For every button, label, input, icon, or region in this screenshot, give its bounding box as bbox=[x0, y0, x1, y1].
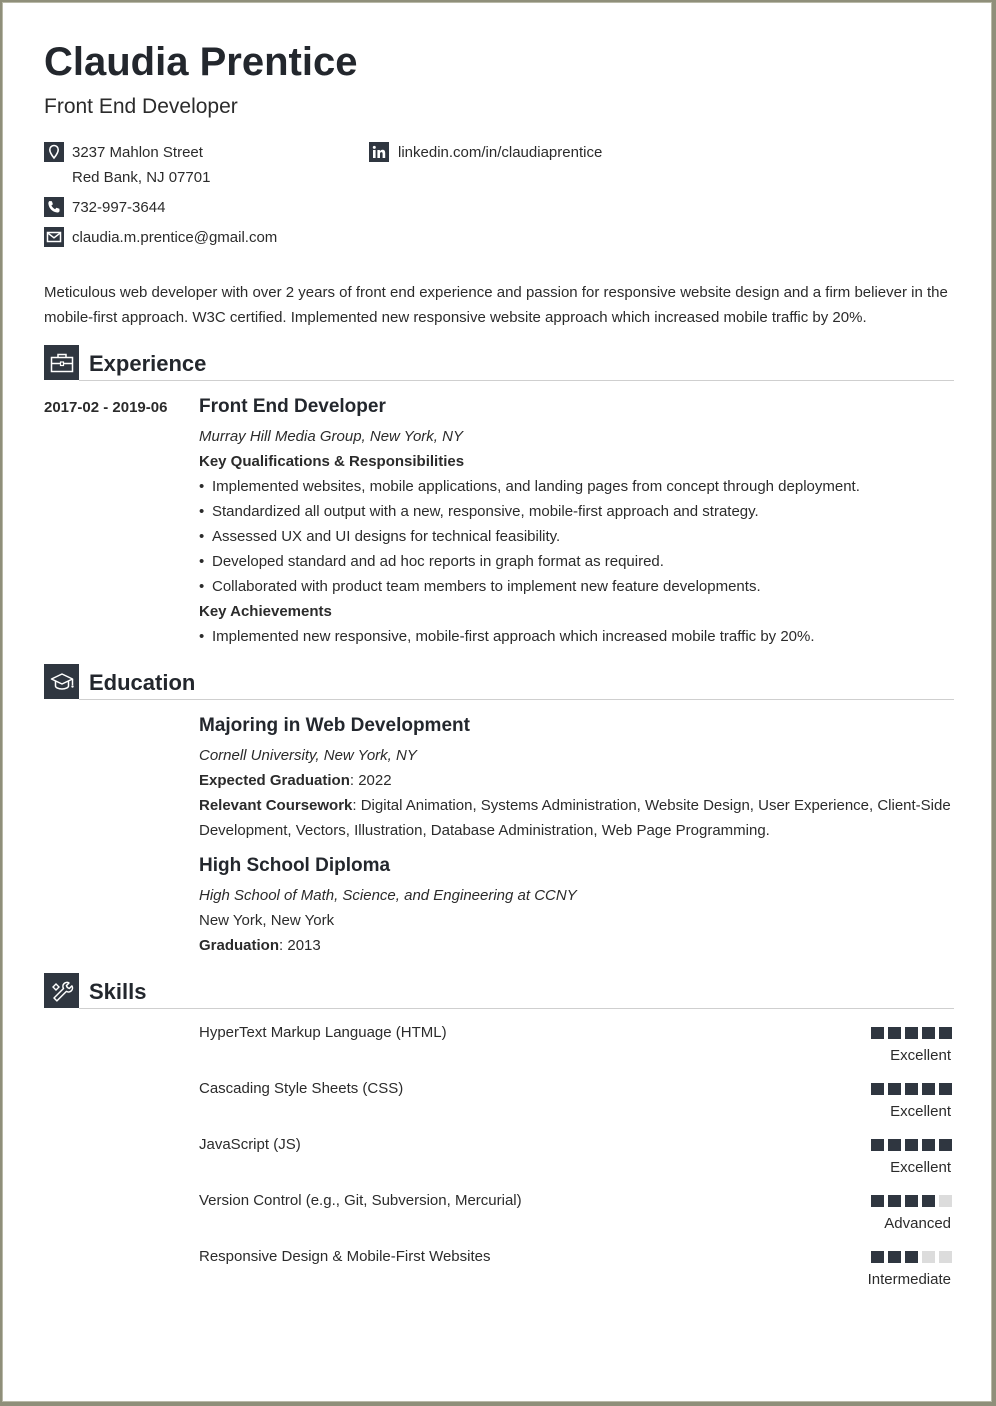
graduation-label: Expected Graduation bbox=[199, 772, 350, 789]
rating-square-filled bbox=[905, 1251, 918, 1263]
skill-name: Cascading Style Sheets (CSS) bbox=[199, 1080, 404, 1097]
achievements-heading: Key Achievements bbox=[199, 603, 332, 620]
professional-summary: Meticulous web developer with over 2 years of front end experience and passion for responsive website design and a firm believer in the mobile-first approach. W3C certified. Implemented new responsive website approach which increased mobile traffic by 20%. bbox=[44, 284, 948, 326]
rating-square-filled bbox=[871, 1083, 884, 1095]
rating-square-filled bbox=[888, 1083, 901, 1095]
responsibilities-heading: Key Qualifications & Responsibilities bbox=[199, 453, 465, 470]
responsibility-item: • Assessed UX and UI designs for technical feasibility. bbox=[199, 528, 560, 545]
coursework-line-1 bbox=[199, 797, 951, 814]
rating-square-filled bbox=[905, 1195, 918, 1207]
rating-square-filled bbox=[939, 1139, 952, 1151]
job-dates: 2017-02 - 2019-06 bbox=[44, 399, 168, 416]
skills-icon bbox=[44, 973, 79, 1008]
section-title-skills: Skills bbox=[89, 979, 147, 1004]
rating-square-empty bbox=[922, 1251, 935, 1263]
skill-rating bbox=[871, 1195, 952, 1207]
skill-level: Excellent bbox=[890, 1103, 951, 1120]
coursework-label: Relevant Coursework bbox=[199, 797, 353, 814]
skill-rating bbox=[871, 1139, 952, 1151]
graduation-info bbox=[199, 772, 392, 789]
rating-square-filled bbox=[905, 1027, 918, 1039]
candidate-title: Front End Developer bbox=[44, 95, 238, 118]
section-title-experience: Experience bbox=[89, 351, 207, 376]
section-divider bbox=[79, 1008, 954, 1009]
school-location: New York, New York bbox=[199, 912, 335, 929]
rating-square-filled bbox=[905, 1083, 918, 1095]
address-line-1: 3237 Mahlon Street bbox=[72, 144, 203, 161]
rating-square-filled bbox=[888, 1139, 901, 1151]
graduation-value: : 2013 bbox=[279, 937, 321, 954]
skill-level: Excellent bbox=[890, 1047, 951, 1064]
school-name: Cornell University, New York, NY bbox=[199, 747, 417, 764]
rating-square-filled bbox=[922, 1195, 935, 1207]
coursework-line-2: Development, Vectors, Illustration, Database Administration, Web Page Programming. bbox=[199, 822, 770, 839]
email-address[interactable]: claudia.m.prentice@gmail.com bbox=[72, 229, 278, 246]
job-title: Front End Developer bbox=[199, 396, 386, 417]
graduation-label: Graduation bbox=[199, 937, 280, 954]
skill-level: Advanced bbox=[884, 1215, 951, 1232]
school-name: High School of Math, Science, and Engineering at CCNY bbox=[199, 887, 577, 904]
skill-rating bbox=[871, 1251, 952, 1263]
linkedin-link[interactable]: linkedin.com/in/claudiaprentice bbox=[398, 144, 603, 161]
rating-square-filled bbox=[939, 1027, 952, 1039]
responsibility-item: • Implemented websites, mobile applications, and landing pages from concept through deployment. bbox=[199, 478, 860, 495]
responsibility-item: • Developed standard and ad hoc reports in graph format as required. bbox=[199, 553, 664, 570]
responsibility-item: • Collaborated with product team members to implement new feature developments. bbox=[199, 578, 761, 595]
rating-square-filled bbox=[888, 1195, 901, 1207]
skill-name: Version Control (e.g., Git, Subversion, Mercurial) bbox=[199, 1192, 522, 1209]
rating-square-filled bbox=[888, 1251, 901, 1263]
skill-rating bbox=[871, 1083, 952, 1095]
section-title-education: Education bbox=[89, 670, 196, 695]
graduation-value: : 2022 bbox=[349, 772, 392, 789]
rating-square-empty bbox=[939, 1195, 952, 1207]
achievement-item: • Implemented new responsive, mobile-first approach which increased mobile traffic by 20%. bbox=[199, 628, 815, 645]
email-icon bbox=[44, 227, 64, 247]
coursework-value: : Digital Animation, Systems Administration, Website Design, User Experience, Client-Side bbox=[352, 797, 951, 814]
resume-page bbox=[2, 2, 992, 1402]
rating-square-filled bbox=[871, 1139, 884, 1151]
phone-number: 732-997-3644 bbox=[72, 199, 166, 216]
skill-level: Excellent bbox=[890, 1159, 951, 1176]
degree-title: Majoring in Web Development bbox=[199, 715, 470, 736]
section-divider bbox=[79, 380, 954, 381]
skill-name: HyperText Markup Language (HTML) bbox=[199, 1024, 447, 1041]
skill-level: Intermediate bbox=[867, 1271, 951, 1288]
phone-icon bbox=[44, 197, 64, 217]
rating-square-filled bbox=[922, 1139, 935, 1151]
graduation-cap-icon bbox=[44, 664, 79, 699]
address-line-2: Red Bank, NJ 07701 bbox=[72, 169, 211, 186]
rating-square-filled bbox=[888, 1027, 901, 1039]
skill-name: Responsive Design & Mobile-First Websites bbox=[199, 1248, 491, 1265]
section-divider bbox=[79, 699, 954, 700]
location-icon bbox=[44, 142, 64, 162]
rating-square-filled bbox=[922, 1083, 935, 1095]
rating-square-filled bbox=[871, 1251, 884, 1263]
rating-square-filled bbox=[905, 1139, 918, 1151]
responsibility-item: • Standardized all output with a new, responsive, mobile-first approach and strategy. bbox=[199, 503, 759, 520]
rating-square-filled bbox=[939, 1083, 952, 1095]
skill-name: JavaScript (JS) bbox=[199, 1136, 301, 1153]
skill-rating bbox=[871, 1027, 952, 1039]
briefcase-icon bbox=[44, 345, 79, 380]
rating-square-filled bbox=[871, 1195, 884, 1207]
rating-square-filled bbox=[871, 1027, 884, 1039]
candidate-name: Claudia Prentice bbox=[44, 40, 358, 84]
rating-square-empty bbox=[939, 1251, 952, 1263]
linkedin-icon bbox=[369, 142, 389, 162]
rating-square-filled bbox=[922, 1027, 935, 1039]
graduation-info bbox=[199, 937, 321, 954]
job-company: Murray Hill Media Group, New York, NY bbox=[199, 428, 463, 445]
degree-title: High School Diploma bbox=[199, 855, 391, 876]
